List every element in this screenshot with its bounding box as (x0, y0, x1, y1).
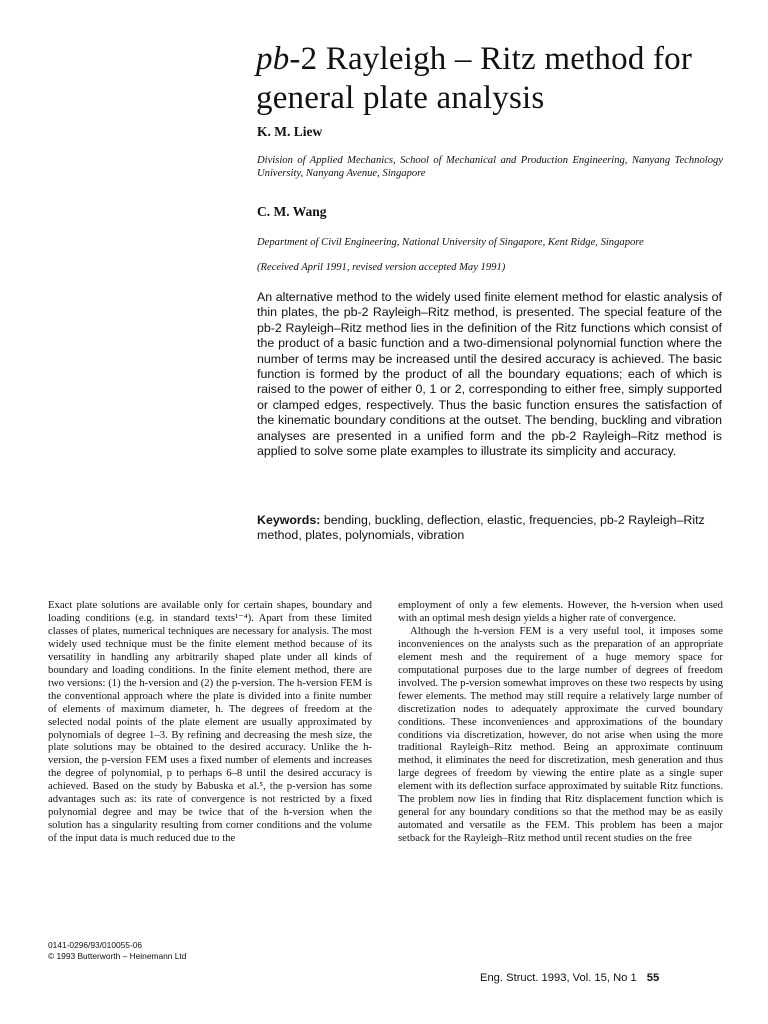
body-paragraph: Exact plate solutions are available only for certain shapes, boundary and loading conditions (e.g. in standard texts¹⁻⁴). Apart from these limited classes of plates, numerical techniques are necessary for analysis. The most widely used technique must be the finite element method because of its versatility in handling any arbitrarily shaped plate under all kinds of boundary and loading conditions. In the finite element method, there are two versions: (1) the h-version and (2) the p-version. The h-version FEM is the conventional approach where the plate is divided into a finite number of elements of maximum diameter, h. The degrees of freedom at the selected nodal points of the plate element are usually approximated by polynomials of degree 1–3. By refining and decreasing the mesh size, the plate solutions may be obtained to the desired accuracy. Unlike the h-version, the p-version FEM uses a fixed number of elements and increases the degree of polynomial, p to perhaps 6–8 until the desired accuracy is achieved. Based on the study by Babuska et al.⁵, the p-version has some advantages such as: its rate of convergence is not restricted by a fixed polynomial degree and may be twice that of the h-version when the solution has a singularity resulting from corner conditions and the volume of the input data is much reduced due to the (48, 599, 372, 845)
page-footer (480, 972, 659, 984)
received-dates: (Received April 1991, revised version accepted May 1991) (257, 262, 506, 273)
abstract: An alternative method to the widely used finite element method for elastic analysis of thin plates, the pb-2 Rayleigh–Ritz method, is presented. The special feature of the pb-2 Rayleigh–Ritz method lies in the definition of the Ritz functions which consist of the product of a basic function and a two-dimensional polynomial function where the number of terms may be increased until the desired accuracy is achieved. The basic function is formed by the product of all the boundary equations; each of which is raised to the power of either 0, 1 or 2, corresponding to either free, simply supported or clamped edges, respectively. Thus the basic function ensures the satisfaction of the kinematic boundary conditions at the outset. The bending, buckling and vibration analyses are presented in a unified form and the pb-2 Rayleigh–Ritz method is applied to solve some plate examples to illustrate its simplicity and accuracy. (257, 290, 722, 459)
publication-info (48, 940, 186, 961)
title-italic-part: pb (256, 41, 290, 77)
keywords (257, 513, 722, 544)
author-affiliation: Department of Civil Engineering, National University of Singapore, Kent Ridge, Singapore (257, 237, 644, 248)
issn-code: 0141-0296/93/010055-06 (48, 940, 143, 950)
author-affiliation: Division of Applied Mechanics, School of Mechanical and Production Engineering, Nanyang Technology University, Nanyang Avenue, Singapore (257, 155, 723, 180)
copyright-notice: © 1993 Butterworth – Heinemann Ltd (48, 950, 187, 961)
title-main-part: -2 Rayleigh – Ritz method for general plate analysis (256, 41, 693, 116)
body-paragraph: Although the h-version FEM is a very useful tool, it imposes some inconveniences on the analysts such as the preparation of an appropriate element mesh and the requirement of a huge memory space for computational purposes due to the large number of degrees of freedom involved. The p-version somewhat improves on these two respects by using fewer elements. The method may still require a relatively large number of discretization nodes to adequately approximate the curved boundary conditions. These inconveniences and approximations of the boundary conditions via discretization, however, do not arise when using the more traditional Rayleigh–Ritz method. Being an approximate continuum method, it eliminates the need for discretization, mesh generation and thus large degrees of freedom by viewing the entire plate as a single super element with its deflection surface approximated by suitable Ritz functions. The problem now lies in finding that Ritz displacement function which is general for any boundary conditions so that the method may be as easily automated and versatile as the FEM. This problem has been a major setback for the Rayleigh–Ritz method until recent studies on the free (398, 624, 723, 845)
body-column-right (398, 599, 723, 845)
author-name: C. M. Wang (257, 204, 327, 219)
journal-citation: Eng. Struct. 1993, Vol. 15, No 1 (480, 972, 637, 984)
body-paragraph: employment of only a few elements. However, the h-version when used with an optimal mesh design yields a higher rate of convergence. (398, 599, 723, 624)
paper-title (256, 40, 746, 118)
body-column-left (48, 599, 372, 845)
page-number: 55 (646, 972, 660, 984)
keywords-label: Keywords: (257, 513, 321, 527)
keywords-list: bending, buckling, deflection, elastic, frequencies, pb-2 Rayleigh–Ritz method, plates, polynomials, vibration (257, 513, 705, 543)
author-name: K. M. Liew (257, 124, 323, 139)
